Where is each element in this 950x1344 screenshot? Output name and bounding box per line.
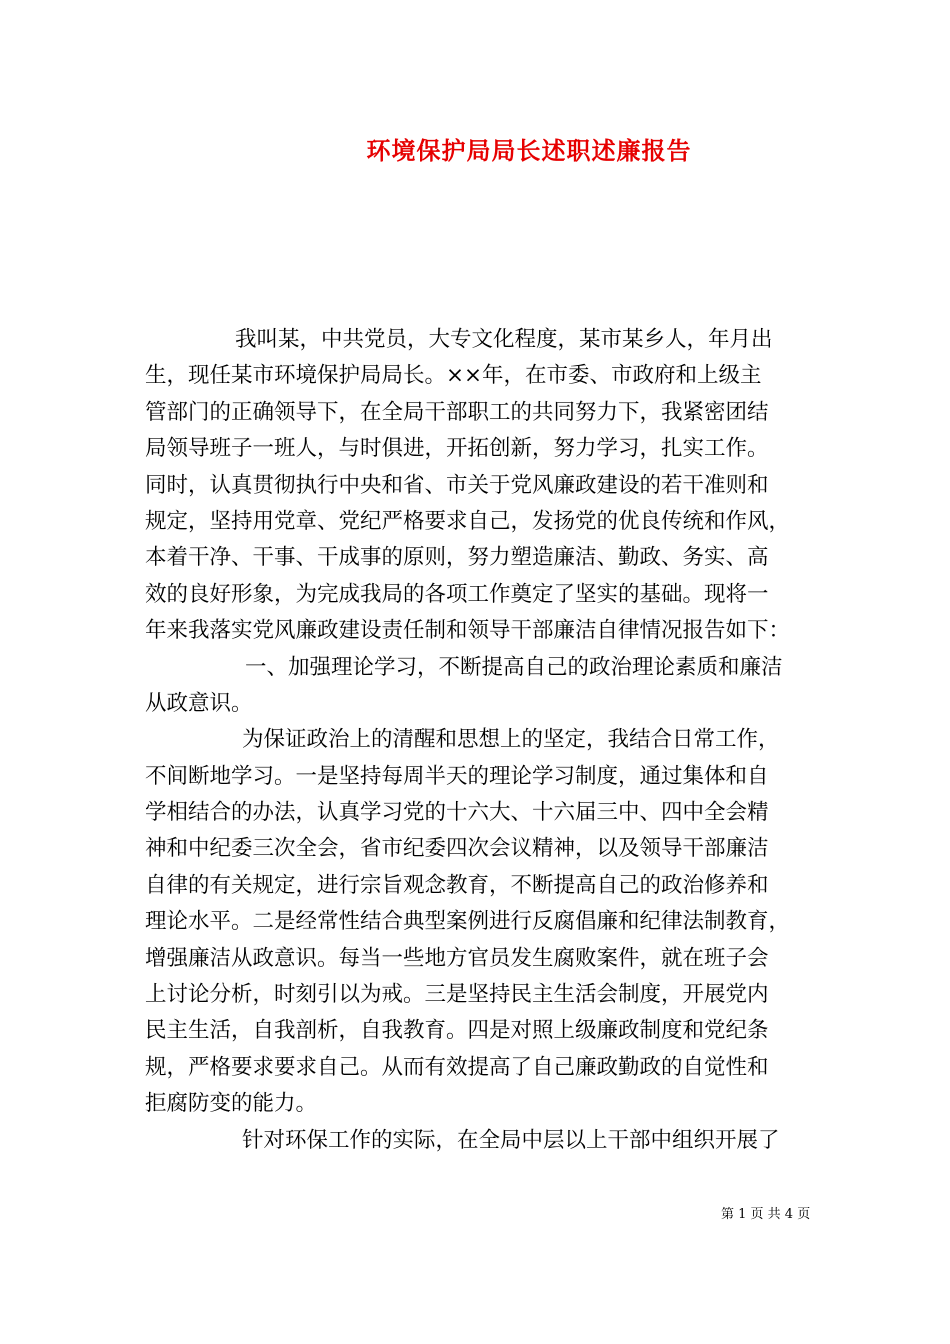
body-line: 拒腐防变的能力。 [145,1091,318,1117]
body-line: 针对环保工作的实际，在全局中层以上干部中组织开展了 [242,1127,780,1153]
body-line: 增强廉洁从政意识。每当一些地方官员发生腐败案件，就在班子会 [145,945,769,971]
body-line: 理论水平。二是经常性结合典型案例进行反腐倡廉和纪律法制教育， [145,909,791,935]
body-line: 我叫某，中共党员，大专文化程度，某市某乡人，年月出 [235,327,773,352]
body-line: 自律的有关规定，进行宗旨观念教育，不断提高自己的政治修养和 [145,872,769,898]
body-line: 民主生活，自我剖析，自我教育。四是对照上级廉政制度和党纪条 [145,1018,769,1044]
body-line: 不间断地学习。一是坚持每周半天的理论学习制度，通过集体和自 [145,763,769,789]
body-line: 局领导班子一班人，与时俱进，开拓创新，努力学习，扎实工作。 [145,436,769,462]
document-body [145,322,813,1159]
body-line: 学相结合的办法，认真学习党的十六大、十六届三中、四中全会精 [145,800,769,826]
body-line: 同时，认真贯彻执行中央和省、市关于党风廉政建设的若干准则和 [145,472,769,498]
body-line: 神和中纪委三次全会，省市纪委四次会议精神，以及领导干部廉洁 [145,836,769,862]
body-line: 管部门的正确领导下，在全局干部职工的共同努力下，我紧密团结 [145,399,769,425]
page-number-footer: 第 1 页 共 4 页 [721,1207,811,1222]
body-line: 本着干净、干事、干成事的原则，努力塑造廉洁、勤政、务实、高 [145,545,769,571]
body-line: 生，现任某市环境保护局局长。××年，在市委、市政府和上级主 [145,363,762,389]
document-title: 环境保护局局长述职述廉报告 [366,136,692,165]
section-heading-line: 从政意识。 [145,690,253,716]
section-heading-line: 一、加强理论学习，不断提高自己的政治理论素质和廉洁 [245,654,783,680]
body-line: 上讨论分析，时刻引以为戒。三是坚持民主生活会制度，开展党内 [145,982,769,1008]
body-line: 为保证政治上的清醒和思想上的坚定，我结合日常工作， [242,727,780,753]
body-line: 规定，坚持用党章、党纪严格要求自己，发扬党的优良传统和作风， [145,508,791,534]
body-line: 规，严格要求要求自己。从而有效提高了自己廉政勤政的自觉性和 [145,1054,769,1080]
body-line: 年来我落实党风廉政建设责任制和领导干部廉洁自律情况报告如下： [145,618,791,644]
body-line: 效的良好形象，为完成我局的各项工作奠定了坚实的基础。现将一 [145,581,769,607]
